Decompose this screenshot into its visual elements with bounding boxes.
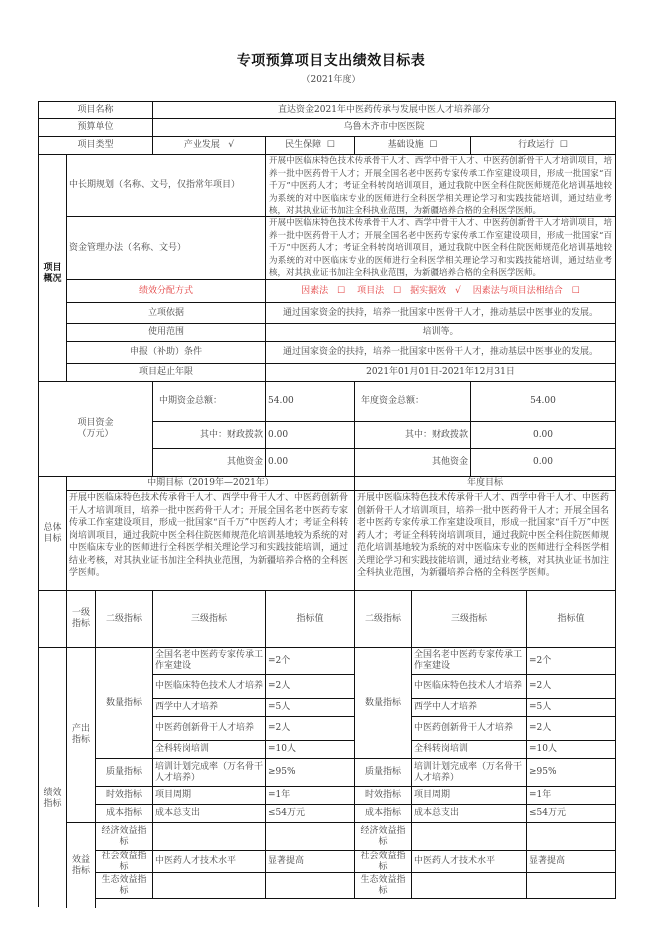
time-item-value-b: =1年 (526, 786, 616, 805)
social-item-name: 中医药人才技术水平 (152, 850, 266, 873)
quantity-item-name-b: 西学中人才培养 (411, 698, 527, 717)
mid-fiscal-value: 0.00 (265, 421, 355, 449)
social-indicator-label: 社会效益指标 (95, 850, 153, 873)
annual-fiscal-label: 其中：财政拨款 (354, 421, 471, 449)
quantity-item-value-b: =5人 (526, 698, 616, 717)
indicators-section-label (38, 647, 67, 907)
economic-item-value-b (526, 822, 616, 851)
quantity-item-name-b: 全国名老中医药专家传承工作室建设 (411, 647, 527, 675)
quantity-item-name: 中医药创新骨干人才培养 (152, 716, 266, 741)
project-type-infrastructure[interactable] (354, 136, 471, 155)
mid-fiscal-label: 其中：财政拨款 (152, 421, 266, 449)
quantity-item-name-b: 全科转岗培训 (411, 740, 527, 759)
eco-item-value (265, 872, 355, 899)
economic-indicator-label-b: 经济效益指标 (354, 822, 412, 851)
economic-item-name (152, 822, 266, 851)
distribution-label: 绩效分配方式 (66, 279, 266, 303)
quality-item-name: 培训计划完成率（万名骨干人才培养） (152, 758, 266, 787)
quantity-item-name-b: 中医临床特色技术人才培养 (411, 674, 527, 699)
time-item-name: 项目周期 (152, 786, 266, 805)
header-level2-b: 二级指标 (354, 590, 412, 648)
goals-section-label (38, 476, 67, 591)
quantity-item-value: =5人 (265, 698, 355, 717)
budget-unit-value: 乌鲁木齐市中医医院 (152, 118, 616, 137)
type-label: 产业发展 (183, 140, 220, 150)
basis-text: 通过国家资金的扶持，培养一批国家中医骨干人才，推动基层中医事业的发展。 (265, 302, 616, 324)
annual-goal-text: 开展中医临床特色技术传承骨干人才、西学中骨干人才、中医药创新骨干人才培训项目，培养一批中医药骨干人才；开展全国名老中医药专家传承工作室建设项目，形成一批国家“百千万”中医药人才；考证全科转岗培训项目，通过我院中医全科住院医师规范化培训基地较为系统的对中医临床专业的医师进行全科医学相关理论学习和实践技能培训，通过结业考核，对其执业证书加注全科执业范围，为新疆培养合格的全科医学医师。 (354, 490, 616, 591)
funds-label-text: 项目资金 （万元） (77, 418, 114, 439)
quantity-item-name: 全国名老中医药专家传承工作室建设 (152, 647, 266, 675)
checkbox-empty-icon: ☐ (559, 140, 568, 150)
overview-section-text: 项目概况 (43, 263, 62, 284)
quality-indicator-label-b: 质量指标 (354, 758, 412, 787)
time-item-value: =1年 (265, 786, 355, 805)
social-item-value-b: 显著提高 (526, 850, 616, 873)
header-level1-text: 一级指标 (72, 608, 91, 629)
apply-text: 通过国家资金的扶持，培养一批国家中医骨干人才，推动基层中医事业的发展。 (265, 341, 616, 364)
economic-item-name-b (411, 822, 527, 851)
annual-total-label: 年度资金总额： (354, 381, 471, 422)
page-subtitle: （2021年度） (301, 75, 361, 85)
type-label: 行政运行 (518, 140, 555, 150)
apply-label: 申报（补助）条件 (66, 341, 266, 364)
checkbox-empty-icon: ☐ (326, 140, 335, 150)
benefit-indicator-text: 效益指标 (71, 855, 90, 876)
quality-item-value: ≥95% (265, 758, 355, 787)
fund-method-label: 资金管理办法（名称、文号） (66, 216, 266, 280)
quantity-item-value: =2个 (265, 647, 355, 675)
quantity-item-name: 中医临床特色技术人才培养 (152, 674, 266, 699)
overview-section-label (38, 154, 67, 382)
quantity-item-value: =2人 (265, 716, 355, 741)
project-type-livelihood[interactable] (265, 136, 355, 155)
type-label: 基础设施 (387, 140, 424, 150)
project-name-label: 项目名称 (38, 101, 153, 119)
goals-section-text: 总体目标 (43, 522, 62, 544)
eco-indicator-label: 生态效益指标 (95, 872, 153, 899)
eco-item-name-b (411, 872, 527, 899)
budget-unit-label: 预算单位 (38, 118, 153, 137)
project-type-admin[interactable] (470, 136, 616, 155)
quality-indicator-label: 质量指标 (95, 758, 153, 787)
funds-label (38, 381, 153, 477)
output-indicator-label (66, 647, 96, 823)
time-indicator-label-b: 时效指标 (354, 786, 412, 805)
mid-total-label: 中期资金总额： (152, 381, 266, 422)
period-label: 项目起止年限 (66, 363, 266, 382)
cost-item-value-b: ≤54万元 (526, 804, 616, 823)
time-item-name-b: 项目周期 (411, 786, 527, 805)
mid-other-label: 其他资金 (152, 448, 266, 477)
time-indicator-label: 时效指标 (95, 786, 153, 805)
project-type-label: 项目类型 (38, 136, 153, 155)
checkbox-empty-icon: ☐ (429, 140, 438, 150)
quantity-item-value-b: =2人 (526, 674, 616, 699)
quality-item-name-b: 培训计划完成率（万名骨干人才培养） (411, 758, 527, 787)
quantity-indicator-label: 数量指标 (95, 647, 153, 759)
distribution-options[interactable]: 因素法 ☐ 项目法 ☐ 据实据效 √ 因素法与项目法相结合 ☐ (265, 279, 616, 303)
eco-indicator-label-b: 生态效益指标 (354, 872, 412, 899)
checkbox-checked-icon: √ (228, 140, 235, 150)
output-indicator-text: 产出指标 (71, 724, 90, 745)
cost-item-name: 成本总支出 (152, 804, 266, 823)
social-item-value: 显著提高 (265, 850, 355, 873)
header-value-b: 指标值 (526, 590, 616, 648)
cost-indicator-label-b: 成本指标 (354, 804, 412, 823)
annual-goal-header: 年度目标 (354, 476, 616, 491)
quantity-item-value: =2人 (265, 674, 355, 699)
quality-item-value-b: ≥95% (526, 758, 616, 787)
period-text: 2021年01月01日-2021年12月31日 (265, 363, 616, 382)
benefit-indicator-label (66, 822, 96, 908)
cost-indicator-label: 成本指标 (95, 804, 153, 823)
header-level3: 三级指标 (152, 590, 266, 648)
header-level3-b: 三级指标 (411, 590, 527, 648)
scope-text: 培训等。 (265, 323, 616, 342)
quantity-item-name: 全科转岗培训 (152, 740, 266, 759)
page-title: 专项预算项目支出绩效目标表 (236, 53, 426, 69)
scope-label: 使用范围 (66, 323, 266, 342)
quantity-indicator-label-b: 数量指标 (354, 647, 412, 759)
mid-goal-header: 中期目标（2019年—2021年） (66, 476, 355, 491)
eco-item-name (152, 872, 266, 899)
header-level2: 二级指标 (95, 590, 153, 648)
eco-item-value-b (526, 872, 616, 899)
quantity-item-name-b: 中医药创新骨干人才培养 (411, 716, 527, 741)
fund-method-text: 开展中医临床特色技术传承骨干人才、西学中骨干人才、中医药创新骨干人才培训项目，培养一批中医药骨干人才；开展全国名老中医药专家传承工作室建设项目，形成一批国家“百千万”中医药人才；考证全科转岗培训项目，通过我院中医全科住院医师规范化培训基地较为系统的对中医临床专业的医师进行全科医学相关理论学习和实践技能培训，通过结业考核，对其执业证书加注全科执业范围，为新疆培养合格的全科医学医师。 (265, 216, 616, 280)
mid-goal-text: 开展中医临床特色技术传承骨干人才、西学中骨干人才、中医药创新骨干人才培训项目，培养一批中医药骨干人才；开展全国名老中医药专家传承工作室建设项目，形成一批国家“百千万”中医药人才；考证全科转岗培训项目，通过我院中医全科住院医师规范化培训基地较为系统的对中医临床专业的医师进行全科医学相关理论学习和实践技能培训，通过结业考核，对其执业证书加注全科执业范围，为新疆培养合格的全科医学医师。 (66, 490, 355, 591)
plan-label: 中长期规划（名称、文号，仅指常年项目） (66, 154, 266, 217)
project-type-industry[interactable] (152, 136, 266, 155)
indicators-header-blank (38, 590, 67, 648)
type-label: 民生保障 (285, 140, 322, 150)
mid-other-value: 0.00 (265, 448, 355, 477)
cost-item-value: ≤54万元 (265, 804, 355, 823)
header-value: 指标值 (265, 590, 355, 648)
quantity-item-value-b: =2个 (526, 647, 616, 675)
basis-label: 立项依据 (66, 302, 266, 324)
quantity-item-value: =10人 (265, 740, 355, 759)
project-name-value: 直达资金2021年中医药传承与发展中医人才培养部分 (152, 101, 616, 119)
annual-other-value: 0.00 (470, 448, 616, 477)
annual-fiscal-value: 0.00 (470, 421, 616, 449)
economic-item-value (265, 822, 355, 851)
plan-text: 开展中医临床特色技术传承骨干人才、西学中骨干人才、中医药创新骨干人才培训项目，培养一批中医药骨干人才；开展全国名老中医药专家传承工作室建设项目，形成一批国家“百千万”中医药人才；考证全科转岗培训项目，通过我院中医全科住院医师规范化培训基地较为系统的对中医临床专业的医师进行全科医学相关理论学习和实践技能培训，通过结业考核，对其执业证书加注全科执业范围，为新疆培养合格的全科医学医师。 (265, 154, 616, 217)
social-indicator-label-b: 社会效益指标 (354, 850, 412, 873)
quantity-item-value-b: =2人 (526, 716, 616, 741)
quantity-item-value-b: =10人 (526, 740, 616, 759)
cost-item-name-b: 成本总支出 (411, 804, 527, 823)
social-item-name-b: 中医药人才技术水平 (411, 850, 527, 873)
annual-other-label: 其他资金 (354, 448, 471, 477)
mid-total-value: 54.00 (265, 381, 355, 422)
economic-indicator-label: 经济效益指标 (95, 822, 153, 851)
quantity-item-name: 西学中人才培养 (152, 698, 266, 717)
header-level1 (66, 590, 96, 648)
annual-total-value: 54.00 (470, 381, 616, 422)
indicators-section-text: 绩效指标 (43, 788, 62, 809)
